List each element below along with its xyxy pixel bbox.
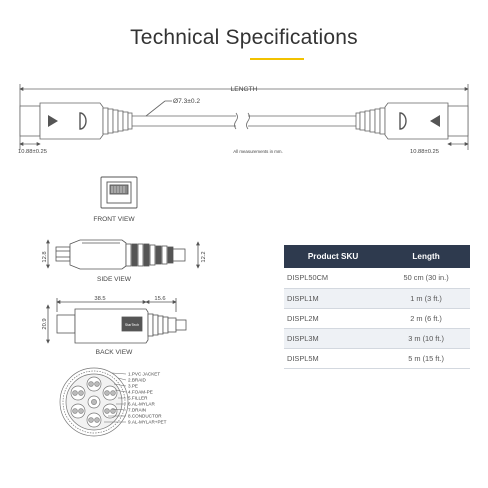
layer-label: 7.DRAIN (128, 407, 147, 413)
length-cell: 5 m (15 ft.) (382, 348, 470, 368)
left-plug-tip (20, 106, 40, 136)
back-strain-relief (148, 314, 176, 336)
layer-label: 3.PE (128, 383, 138, 389)
sku-cell: DISPL3M (284, 328, 382, 348)
right-plug-width-label: 10.88±0.25 (410, 149, 439, 155)
page-title: Technical Specifications (130, 26, 358, 49)
front-view-drawing (101, 177, 137, 208)
back-view-drawing (48, 298, 186, 343)
table-row (284, 328, 470, 348)
length-cell: 2 m (6 ft.) (382, 308, 470, 328)
layer-label: 8.CONDUCTOR (128, 413, 162, 419)
side-view-label: SIDE VIEW (96, 276, 132, 283)
table-row (284, 308, 470, 328)
table-row (284, 268, 470, 288)
back-view-brand-logo: StarTech (124, 323, 140, 327)
side-strain-relief (126, 244, 173, 266)
right-strain-relief (356, 108, 385, 134)
diameter-label: Ø7.3±0.2 (173, 98, 201, 105)
layer-label: 6.AL-MYLAR (128, 401, 155, 407)
layer-label: 2.BRAID (128, 377, 146, 383)
layer-label: 5.FILLER (128, 395, 148, 401)
table-row (284, 288, 470, 308)
back-height-label: 20.9 (42, 318, 48, 330)
measurement-note: All measurements in mm. (233, 149, 283, 154)
side-height-right-label: 12.2 (201, 251, 207, 263)
header-length: Length (382, 245, 470, 268)
sku-cell: DISPL1M (284, 288, 382, 308)
side-height-left-label: 12.8 (42, 251, 48, 263)
sku-length-table (284, 245, 470, 369)
table-header-row (284, 245, 470, 268)
length-cell: 3 m (10 ft.) (382, 328, 470, 348)
length-cell: 1 m (3 ft.) (382, 288, 470, 308)
cable-top-view (20, 84, 468, 150)
table-row (284, 348, 470, 368)
sku-cell: DISPL2M (284, 308, 382, 328)
right-plug-tip (448, 106, 468, 136)
sku-cell: DISPL5M (284, 348, 382, 368)
cross-section-labels (128, 372, 167, 425)
back-length-a-label: 38.5 (94, 296, 106, 302)
back-length-b-label: 15.6 (154, 296, 166, 302)
layer-label: 9.AL-MYLAR+PET (128, 419, 167, 425)
layer-label: 4.FOAM-PE (128, 389, 153, 395)
left-strain-relief (103, 108, 132, 134)
layer-label: 1.PVC JACKET (128, 371, 161, 377)
length-label: LENGTH (230, 86, 258, 93)
back-view-label: BACK VIEW (95, 349, 133, 356)
side-view-drawing (48, 240, 198, 269)
header-product-sku: Product SKU (284, 245, 382, 268)
length-cell: 50 cm (30 in.) (382, 268, 470, 288)
sku-cell: DISPL50CM (284, 268, 382, 288)
cable-cross-section (60, 368, 128, 436)
front-view-label: FRONT VIEW (93, 216, 135, 223)
left-plug-width-label: 10.88±0.25 (18, 149, 47, 155)
